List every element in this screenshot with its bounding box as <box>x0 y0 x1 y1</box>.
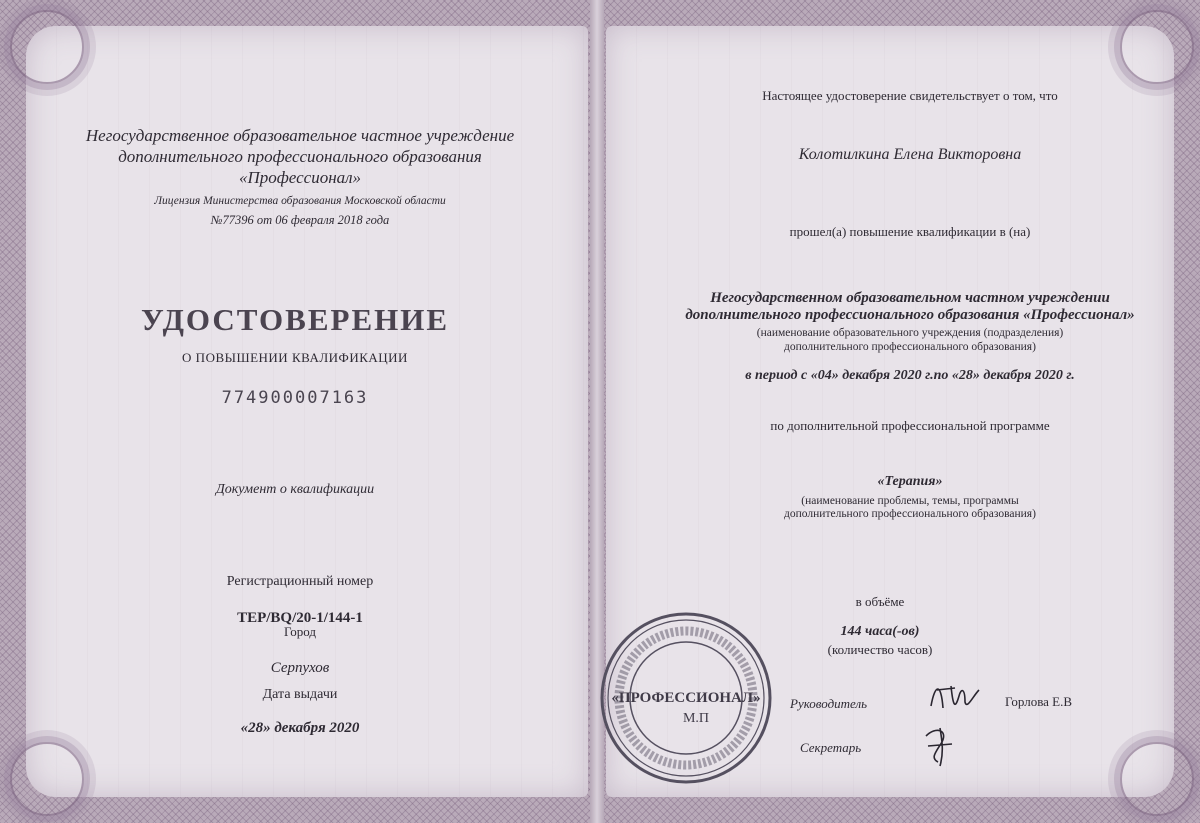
corner-rosette-icon <box>10 742 84 816</box>
hours-value: 144 часа(-ов) <box>840 624 920 639</box>
organization-note <box>660 326 1160 354</box>
note-line: (наименование образовательного учреждения (подразделения) <box>756 327 1064 339</box>
qualification-document-label: Документ о квалификации <box>215 482 375 497</box>
issue-date: «28» декабря 2020 <box>240 720 360 736</box>
org-line: Негосударственное образовательное частное учреждение <box>85 126 515 145</box>
corner-rosette-icon <box>10 10 84 84</box>
license-number: №77396 от 06 февраля 2018 года <box>210 213 390 227</box>
license-line: Лицензия Министерства образования Московской области <box>154 195 446 207</box>
org-line: «Профессионал» <box>238 168 362 187</box>
document-title: УДОСТОВЕРЕНИЕ <box>140 302 450 337</box>
corner-rosette-icon <box>1120 742 1194 816</box>
head-signature-icon <box>925 676 985 720</box>
training-period: в период с «04» декабря 2020 г.по «28» декабря 2020 г. <box>745 368 1075 383</box>
city-label: Город <box>283 624 317 639</box>
head-label: Руководитель <box>790 696 868 711</box>
issue-date-label: Дата выдачи <box>262 687 338 702</box>
note-line: дополнительного профессионального образования) <box>784 508 1036 520</box>
program-label: по дополнительной профессиональной программе <box>770 418 1050 433</box>
org-line: дополнительного профессионального образования «Профессионал» <box>685 307 1135 323</box>
serial-number: 774900007163 <box>221 388 369 408</box>
registration-number: TEP/BQ/20-1/144-1 <box>237 610 363 626</box>
note-line: (наименование проблемы, темы, программы <box>801 495 1019 507</box>
corner-rosette-icon <box>1120 10 1194 84</box>
passed-text: прошел(а) повышение квалификации в (на) <box>789 224 1031 239</box>
city-value: Серпухов <box>270 660 330 676</box>
program-note <box>660 495 1160 521</box>
seal-mp-text: М.П <box>682 711 710 726</box>
document-subtitle: О ПОВЫШЕНИИ КВАЛИФИКАЦИИ <box>182 350 408 365</box>
registration-label: Регистрационный номер <box>226 574 374 589</box>
program-name: «Терапия» <box>877 474 943 489</box>
training-organization <box>630 290 1190 324</box>
secretary-signature-icon <box>918 722 962 768</box>
head-name: Горлова Е.В <box>1005 694 1073 709</box>
org-line: Негосударственном образовательном частном учреждении <box>710 290 1110 306</box>
note-line: дополнительного профессионального образования) <box>784 341 1036 353</box>
volume-label: в объёме <box>855 594 905 609</box>
hours-note: (количество часов) <box>827 642 933 657</box>
org-line: дополнительного профессионального образования <box>118 147 482 166</box>
secretary-label: Секретарь <box>800 740 862 755</box>
holder-name: Колотилкина Елена Викторовна <box>798 146 1022 163</box>
seal-center-text: «ПРОФЕССИОНАЛ» <box>611 690 761 706</box>
certifies-text: Настоящее удостоверение свидетельствует о том, что <box>762 88 1058 103</box>
organization-seal-icon <box>598 610 774 786</box>
issuer-organization <box>40 125 560 188</box>
